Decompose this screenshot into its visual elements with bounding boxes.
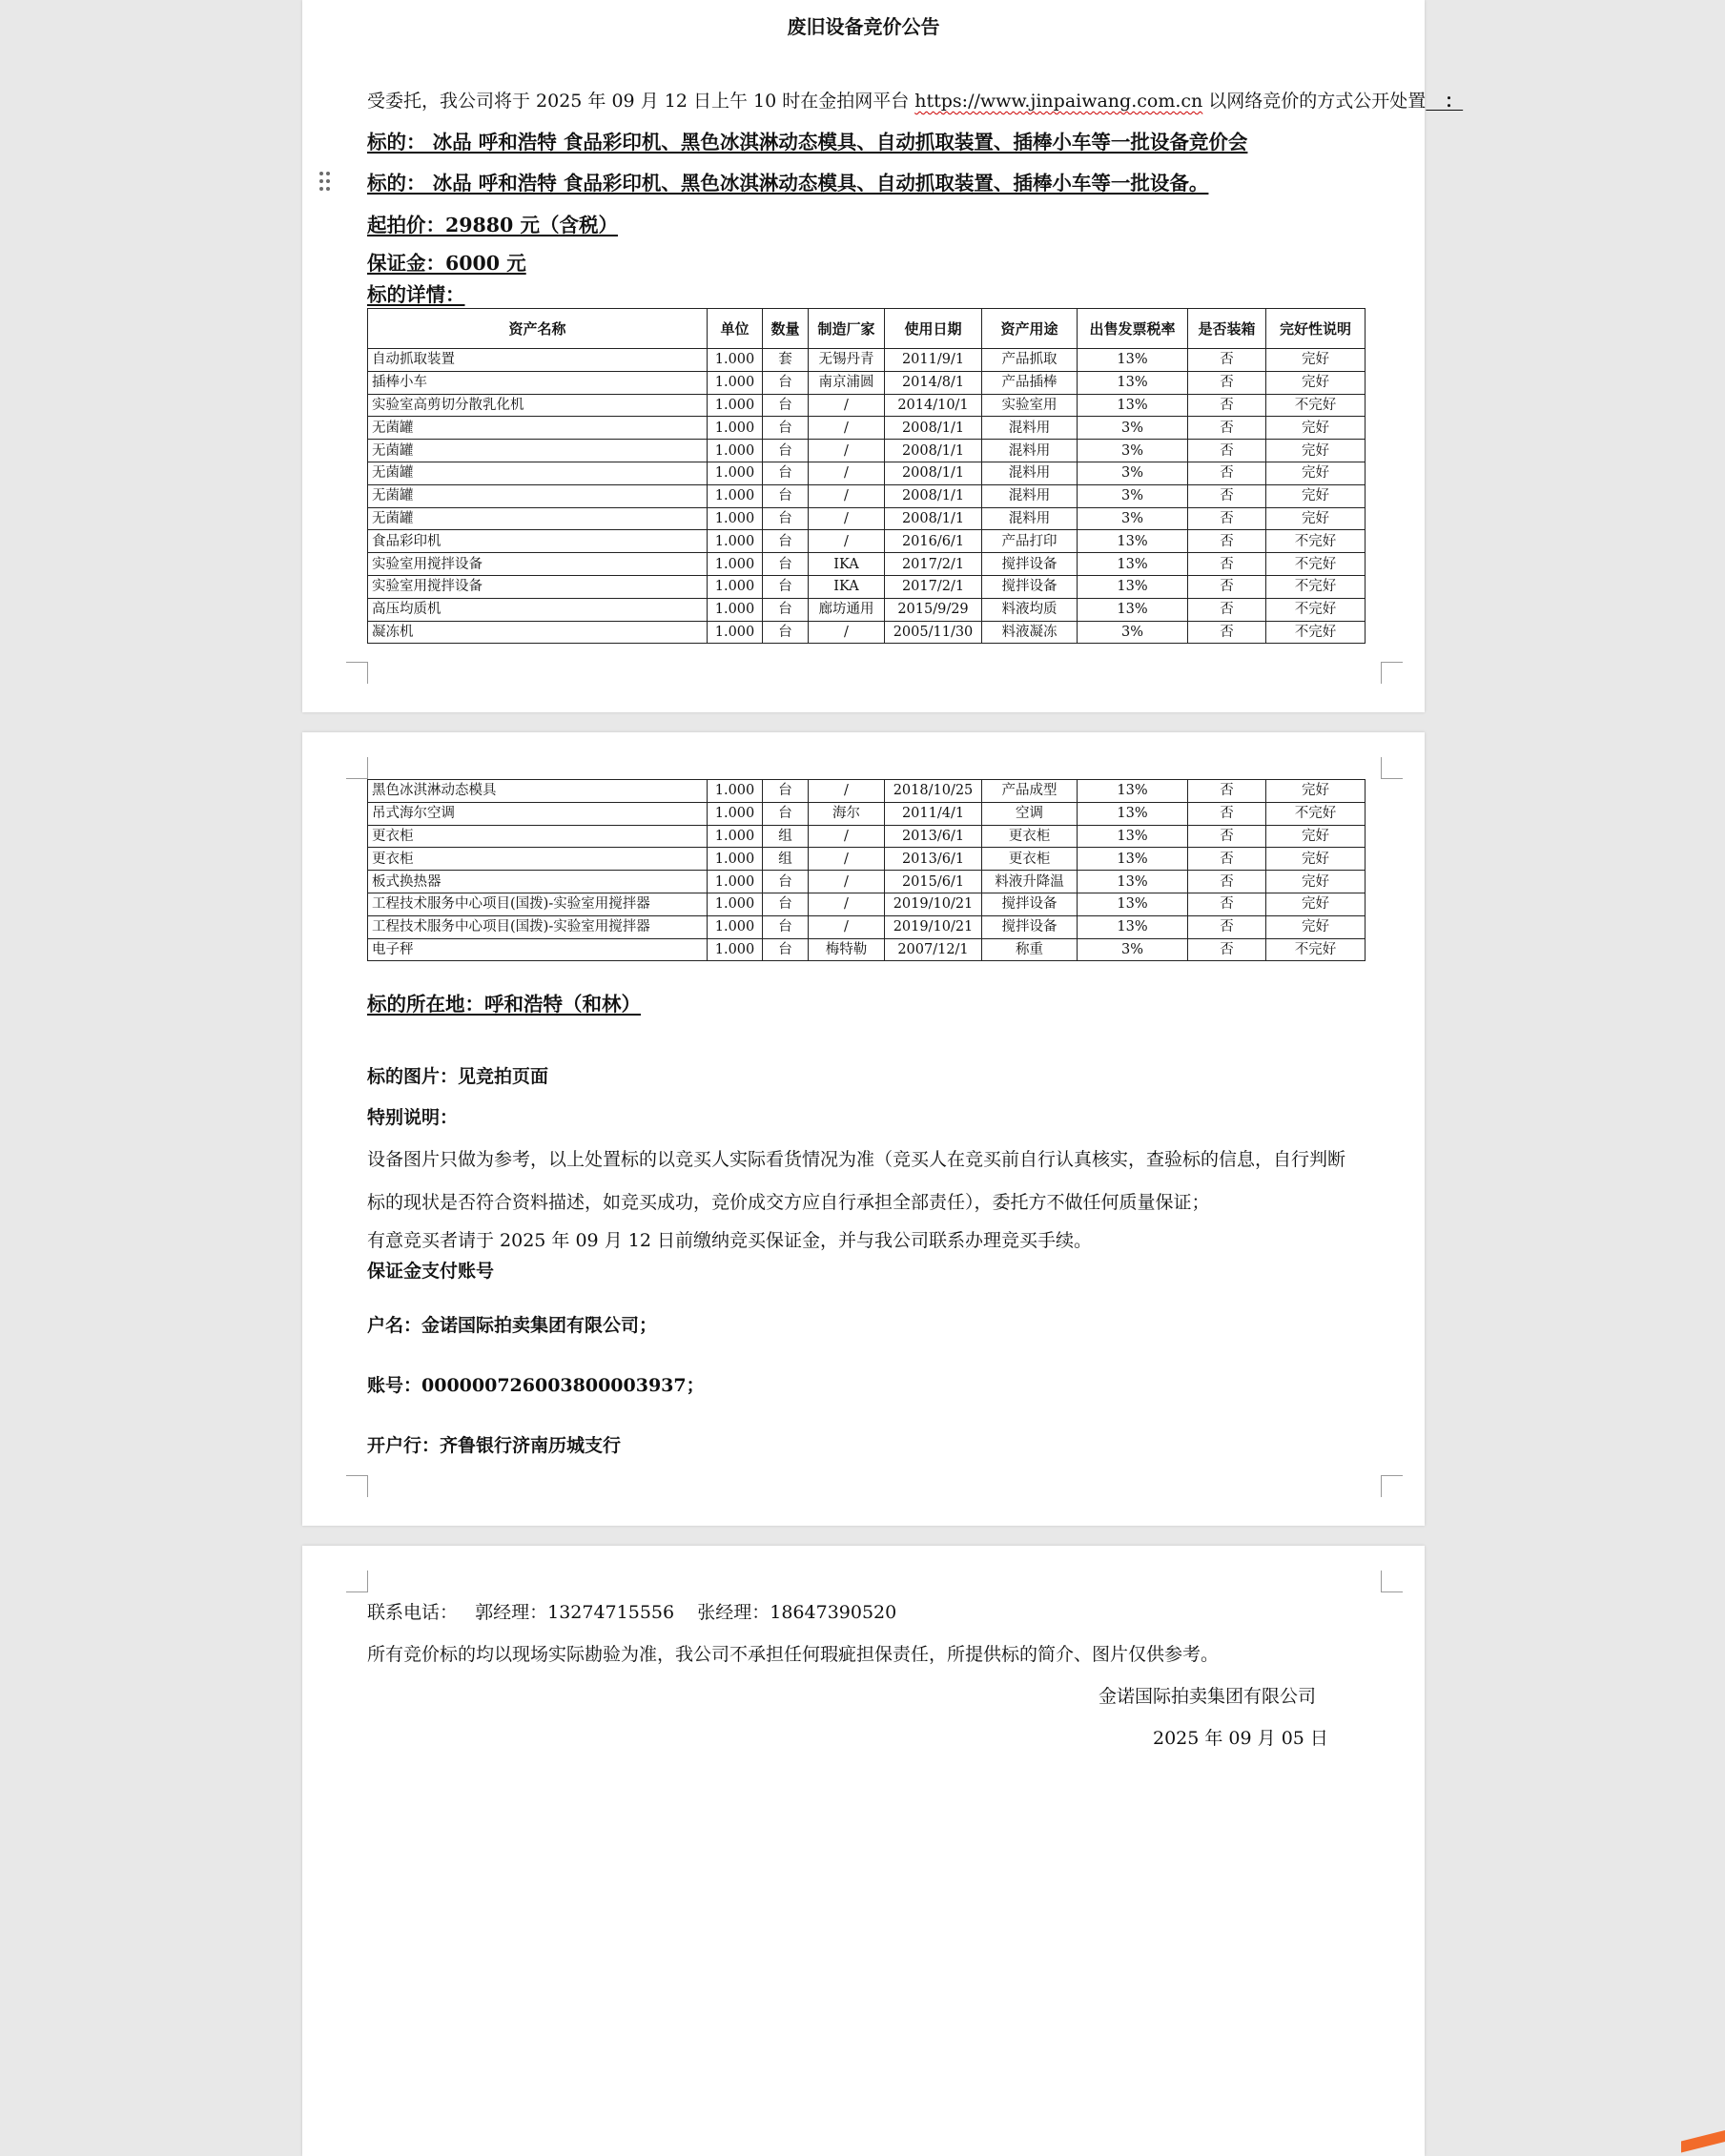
table-cell: 海尔 [809, 802, 885, 825]
table-cell: 1.000 [708, 621, 763, 644]
table-cell: 1.000 [708, 507, 763, 530]
table-cell: 否 [1188, 462, 1266, 484]
contact-line: 联系电话： 郭经理：13274715556 张经理：18647390520 [367, 1602, 897, 1623]
table-cell: 完好 [1266, 825, 1366, 848]
table-cell: 无菌罐 [368, 484, 708, 507]
table-cell: / [809, 871, 885, 893]
table-cell: 台 [763, 780, 809, 803]
table-cell: 否 [1188, 893, 1266, 915]
table-header-cell: 单位 [708, 309, 763, 349]
table-cell: 套 [763, 349, 809, 372]
table-cell: / [809, 417, 885, 440]
table-cell: 廊坊通用 [809, 598, 885, 621]
table-cell: 台 [763, 484, 809, 507]
table-cell: 产品打印 [982, 530, 1078, 553]
table-cell: 完好 [1266, 417, 1366, 440]
table-cell: 1.000 [708, 915, 763, 938]
table-row [368, 915, 1366, 938]
table-cell: 完好 [1266, 848, 1366, 871]
table-cell: 2014/10/1 [885, 394, 982, 417]
table-cell: 完好 [1266, 349, 1366, 372]
table-header-cell: 制造厂家 [809, 309, 885, 349]
table-cell: 无菌罐 [368, 440, 708, 462]
table-header-cell: 资产用途 [982, 309, 1078, 349]
table-cell: 台 [763, 802, 809, 825]
table-row [368, 780, 1366, 803]
table-cell: 凝冻机 [368, 621, 708, 644]
table-row [368, 802, 1366, 825]
table-row [368, 575, 1366, 598]
table-cell: 完好 [1266, 871, 1366, 893]
table-row [368, 440, 1366, 462]
table-cell: / [809, 848, 885, 871]
table-cell: 2011/4/1 [885, 802, 982, 825]
table-row [368, 848, 1366, 871]
intro-prefix: 受委托，我公司将于 2025 年 09 月 12 日上午 10 时在金拍网平台 [367, 91, 915, 112]
details-label: 标的详情： [367, 283, 465, 306]
table-cell: 3% [1078, 417, 1188, 440]
table-header-cell: 完好性说明 [1266, 309, 1366, 349]
table-cell: 台 [763, 507, 809, 530]
table-cell: 2008/1/1 [885, 484, 982, 507]
table-cell: 台 [763, 938, 809, 961]
table-cell: 1.000 [708, 553, 763, 576]
table-cell: 1.000 [708, 825, 763, 848]
table-cell: 否 [1188, 394, 1266, 417]
table-cell: / [809, 440, 885, 462]
table-cell: 不完好 [1266, 530, 1366, 553]
table-cell: 完好 [1266, 915, 1366, 938]
table-cell: 台 [763, 462, 809, 484]
table-cell: 13% [1078, 371, 1188, 394]
table-cell: 电子秤 [368, 938, 708, 961]
asset-table-page-2 [367, 779, 1366, 961]
table-cell: 完好 [1266, 440, 1366, 462]
table-cell: 2008/1/1 [885, 417, 982, 440]
table-cell: 实验室用搅拌设备 [368, 575, 708, 598]
table-cell: 黑色冰淇淋动态模具 [368, 780, 708, 803]
table-row [368, 893, 1366, 915]
table-cell: 台 [763, 553, 809, 576]
table-cell: / [809, 780, 885, 803]
table-row [368, 349, 1366, 372]
subject-line-1: 标的： 冰品 呼和浩特 食品彩印机、黑色冰淇淋动态模具、自动抓取装置、插棒小车等一批设备竞价会 [367, 131, 1248, 154]
table-cell: 2011/9/1 [885, 349, 982, 372]
table-cell: 称重 [982, 938, 1078, 961]
table-cell: 否 [1188, 530, 1266, 553]
table-cell: 13% [1078, 915, 1188, 938]
table-header-cell: 出售发票税率 [1078, 309, 1188, 349]
table-cell: 1.000 [708, 802, 763, 825]
table-cell: 13% [1078, 530, 1188, 553]
table-cell: 否 [1188, 780, 1266, 803]
table-cell: 搅拌设备 [982, 893, 1078, 915]
table-header-cell: 使用日期 [885, 309, 982, 349]
document-page-1 [302, 0, 1464, 712]
table-cell: 不完好 [1266, 394, 1366, 417]
pictures-line: 标的图片：见竞拍页面 [367, 1066, 549, 1087]
table-cell: 台 [763, 915, 809, 938]
table-header-row [368, 309, 1366, 349]
table-cell: 混料用 [982, 440, 1078, 462]
table-cell: 台 [763, 417, 809, 440]
table-row [368, 371, 1366, 394]
special-note-1b: 标的现状是否符合资料描述，如竞买成功，竞价成交方应自行承担全部责任），委托方不做任何质量保证； [367, 1192, 1210, 1213]
table-cell: 3% [1078, 440, 1188, 462]
table-cell: 搅拌设备 [982, 915, 1078, 938]
table-cell: 1.000 [708, 371, 763, 394]
table-cell: 搅拌设备 [982, 575, 1078, 598]
table-cell: 1.000 [708, 848, 763, 871]
corner-mark-bottom-left [346, 662, 368, 684]
table-cell: 食品彩印机 [368, 530, 708, 553]
table-cell: 实验室用搅拌设备 [368, 553, 708, 576]
table-cell: 台 [763, 440, 809, 462]
table-cell: IKA [809, 553, 885, 576]
table-cell: 自动抓取装置 [368, 349, 708, 372]
table-cell: 料液均质 [982, 598, 1078, 621]
table-cell: 否 [1188, 507, 1266, 530]
table-cell: 1.000 [708, 871, 763, 893]
table-row [368, 825, 1366, 848]
table-cell: 13% [1078, 871, 1188, 893]
table-row [368, 394, 1366, 417]
document-page-3 [302, 1546, 1425, 2156]
table-cell: 更衣柜 [982, 848, 1078, 871]
account-number: 账号：000000726003800003937； [367, 1375, 705, 1396]
table-cell: 台 [763, 530, 809, 553]
table-row [368, 507, 1366, 530]
signature-company: 金诺国际拍卖集团有限公司 [1099, 1686, 1317, 1707]
table-cell: 2019/10/21 [885, 893, 982, 915]
table-row [368, 598, 1366, 621]
table-cell: 不完好 [1266, 802, 1366, 825]
table-cell: 13% [1078, 553, 1188, 576]
table-cell: 否 [1188, 417, 1266, 440]
account-label: 保证金支付账号 [367, 1261, 495, 1282]
table-cell: 13% [1078, 802, 1188, 825]
table-cell: 产品抓取 [982, 349, 1078, 372]
table-cell: 否 [1188, 915, 1266, 938]
table-header-cell: 是否装箱 [1188, 309, 1266, 349]
table-cell: 产品成型 [982, 780, 1078, 803]
table-cell: 产品插棒 [982, 371, 1078, 394]
corner-mark-bottom-right [1381, 662, 1403, 684]
table-cell: 完好 [1266, 507, 1366, 530]
table-cell: 否 [1188, 871, 1266, 893]
table-header-cell: 数量 [763, 309, 809, 349]
corner-mark-bottom-right [1381, 1475, 1403, 1497]
table-cell: / [809, 462, 885, 484]
table-cell: 2005/11/30 [885, 621, 982, 644]
table-cell: IKA [809, 575, 885, 598]
table-cell: 13% [1078, 349, 1188, 372]
table-cell: 混料用 [982, 417, 1078, 440]
table-row [368, 938, 1366, 961]
table-cell: 1.000 [708, 575, 763, 598]
table-cell: 3% [1078, 462, 1188, 484]
table-cell: 更衣柜 [368, 848, 708, 871]
table-cell: 板式换热器 [368, 871, 708, 893]
table-cell: 否 [1188, 598, 1266, 621]
table-cell: 不完好 [1266, 938, 1366, 961]
table-cell: 1.000 [708, 893, 763, 915]
table-cell: 1.000 [708, 484, 763, 507]
table-cell: 否 [1188, 825, 1266, 848]
table-row [368, 871, 1366, 893]
table-cell: 1.000 [708, 530, 763, 553]
table-cell: / [809, 394, 885, 417]
table-cell: 组 [763, 825, 809, 848]
table-cell: 南京浦圆 [809, 371, 885, 394]
table-cell: 插棒小车 [368, 371, 708, 394]
intro-paragraph [367, 90, 1463, 113]
table-cell: 空调 [982, 802, 1078, 825]
subject-line-2: 标的： 冰品 呼和浩特 食品彩印机、黑色冰淇淋动态模具、自动抓取装置、插棒小车等一批设备。 [367, 172, 1209, 195]
table-cell: 2008/1/1 [885, 440, 982, 462]
table-cell: 13% [1078, 825, 1188, 848]
intro-tail: ： [1426, 91, 1464, 112]
table-cell: 3% [1078, 484, 1188, 507]
table-cell: / [809, 507, 885, 530]
table-cell: 更衣柜 [368, 825, 708, 848]
table-cell: 否 [1188, 621, 1266, 644]
table-cell: 否 [1188, 349, 1266, 372]
table-cell: 台 [763, 621, 809, 644]
table-cell: 2015/6/1 [885, 871, 982, 893]
table-row [368, 530, 1366, 553]
bank-name: 开户行：齐鲁银行济南历城支行 [367, 1435, 622, 1456]
drag-handle-icon[interactable] [319, 172, 333, 193]
table-cell: 高压均质机 [368, 598, 708, 621]
table-cell: / [809, 915, 885, 938]
corner-mark-top-right [1381, 1571, 1403, 1592]
table-cell: 3% [1078, 938, 1188, 961]
table-cell: 2008/1/1 [885, 507, 982, 530]
table-cell: 否 [1188, 553, 1266, 576]
table-cell: 2013/6/1 [885, 848, 982, 871]
table-cell: 2007/12/1 [885, 938, 982, 961]
special-note-2: 有意竞买者请于 2025 年 09 月 12 日前缴纳竞买保证金，并与我公司联系办理竞买手续。 [367, 1230, 1092, 1251]
table-cell: 无菌罐 [368, 507, 708, 530]
table-cell: 不完好 [1266, 598, 1366, 621]
table-cell: / [809, 621, 885, 644]
table-row [368, 417, 1366, 440]
table-cell: 1.000 [708, 394, 763, 417]
table-cell: 2019/10/21 [885, 915, 982, 938]
table-cell: 1.000 [708, 417, 763, 440]
table-cell: 台 [763, 598, 809, 621]
table-cell: 完好 [1266, 371, 1366, 394]
table-cell: 料液凝冻 [982, 621, 1078, 644]
table-cell: 实验室用 [982, 394, 1078, 417]
table-header-cell: 资产名称 [368, 309, 708, 349]
document-page-2 [302, 732, 1425, 1526]
table-cell: 不完好 [1266, 621, 1366, 644]
document-title: 废旧设备竞价公告 [787, 15, 940, 38]
deposit-amount: 保证金：6000 元 [367, 252, 526, 275]
table-cell: 1.000 [708, 462, 763, 484]
table-cell: 3% [1078, 621, 1188, 644]
table-cell: 完好 [1266, 462, 1366, 484]
table-cell: 1.000 [708, 938, 763, 961]
table-cell: 13% [1078, 848, 1188, 871]
table-cell: 组 [763, 848, 809, 871]
intro-url-link[interactable]: https://www.jinpaiwang.com.cn [914, 91, 1203, 112]
table-cell: 3% [1078, 507, 1188, 530]
table-cell: 否 [1188, 440, 1266, 462]
table-cell: 台 [763, 871, 809, 893]
table-cell: 完好 [1266, 780, 1366, 803]
special-notes-label: 特别说明： [367, 1107, 459, 1128]
table-cell: 台 [763, 893, 809, 915]
table-cell: 无菌罐 [368, 417, 708, 440]
table-cell: 13% [1078, 780, 1188, 803]
table-cell: 混料用 [982, 507, 1078, 530]
table-cell: / [809, 484, 885, 507]
table-cell: 混料用 [982, 462, 1078, 484]
table-cell: 否 [1188, 575, 1266, 598]
table-cell: 工程技术服务中心项目(国拨)-实验室用搅拌器 [368, 893, 708, 915]
table-cell: 否 [1188, 848, 1266, 871]
corner-mark-bottom-left [346, 1475, 368, 1497]
table-cell: 不完好 [1266, 575, 1366, 598]
table-cell: 1.000 [708, 780, 763, 803]
signature-date: 2025 年 09 月 05 日 [1153, 1728, 1328, 1749]
table-cell: / [809, 825, 885, 848]
table-cell: 13% [1078, 394, 1188, 417]
table-cell: 13% [1078, 575, 1188, 598]
table-cell: 2013/6/1 [885, 825, 982, 848]
table-cell: / [809, 530, 885, 553]
table-cell: 2016/6/1 [885, 530, 982, 553]
table-cell: 2008/1/1 [885, 462, 982, 484]
table-cell: 13% [1078, 598, 1188, 621]
table-cell: 台 [763, 575, 809, 598]
table-cell: 混料用 [982, 484, 1078, 507]
table-cell: 梅特勒 [809, 938, 885, 961]
location-line: 标的所在地：呼和浩特（和林） [367, 993, 641, 1016]
table-cell: 料液升降温 [982, 871, 1078, 893]
special-note-1a: 设备图片只做为参考，以上处置标的以竞买人实际看货情况为准（竞买人在竞买前自行认真核实，查验标的信息，自行判断 [367, 1149, 1346, 1170]
table-cell: 无锡丹青 [809, 349, 885, 372]
asset-table-page-1 [367, 308, 1366, 644]
table-row [368, 553, 1366, 576]
table-cell: 否 [1188, 938, 1266, 961]
table-row [368, 462, 1366, 484]
table-cell: 更衣柜 [982, 825, 1078, 848]
table-row [368, 484, 1366, 507]
account-name: 户名：金诺国际拍卖集团有限公司； [367, 1315, 658, 1336]
table-cell: 2015/9/29 [885, 598, 982, 621]
table-cell: 无菌罐 [368, 462, 708, 484]
intro-suffix: 以网络竞价的方式公开处置 [1202, 91, 1427, 112]
table-cell: 台 [763, 371, 809, 394]
table-cell: 不完好 [1266, 553, 1366, 576]
table-cell: 2014/8/1 [885, 371, 982, 394]
table-cell: 2017/2/1 [885, 575, 982, 598]
corner-mark-top-right [1381, 757, 1403, 779]
table-cell: 否 [1188, 484, 1266, 507]
table-cell: 1.000 [708, 349, 763, 372]
table-cell: 工程技术服务中心项目(国拨)-实验室用搅拌器 [368, 915, 708, 938]
table-cell: / [809, 893, 885, 915]
table-cell: 2017/2/1 [885, 553, 982, 576]
table-cell: 台 [763, 394, 809, 417]
table-cell: 搅拌设备 [982, 553, 1078, 576]
table-row [368, 621, 1366, 644]
table-cell: 实验室高剪切分散乳化机 [368, 394, 708, 417]
corner-mark-top-left [346, 1571, 368, 1592]
table-cell: 2018/10/25 [885, 780, 982, 803]
table-cell: 否 [1188, 371, 1266, 394]
table-cell: 否 [1188, 802, 1266, 825]
starting-price: 起拍价：29880 元（含税） [367, 214, 618, 236]
disclaimer-line: 所有竞价标的均以现场实际勘验为准，我公司不承担任何瑕疵担保责任，所提供标的简介、图片仅供参考。 [367, 1644, 1220, 1665]
table-cell: 1.000 [708, 598, 763, 621]
table-cell: 完好 [1266, 484, 1366, 507]
table-cell: 13% [1078, 893, 1188, 915]
corner-mark-top-left [346, 757, 368, 779]
table-cell: 1.000 [708, 440, 763, 462]
table-cell: 吊式海尔空调 [368, 802, 708, 825]
table-cell: 完好 [1266, 893, 1366, 915]
